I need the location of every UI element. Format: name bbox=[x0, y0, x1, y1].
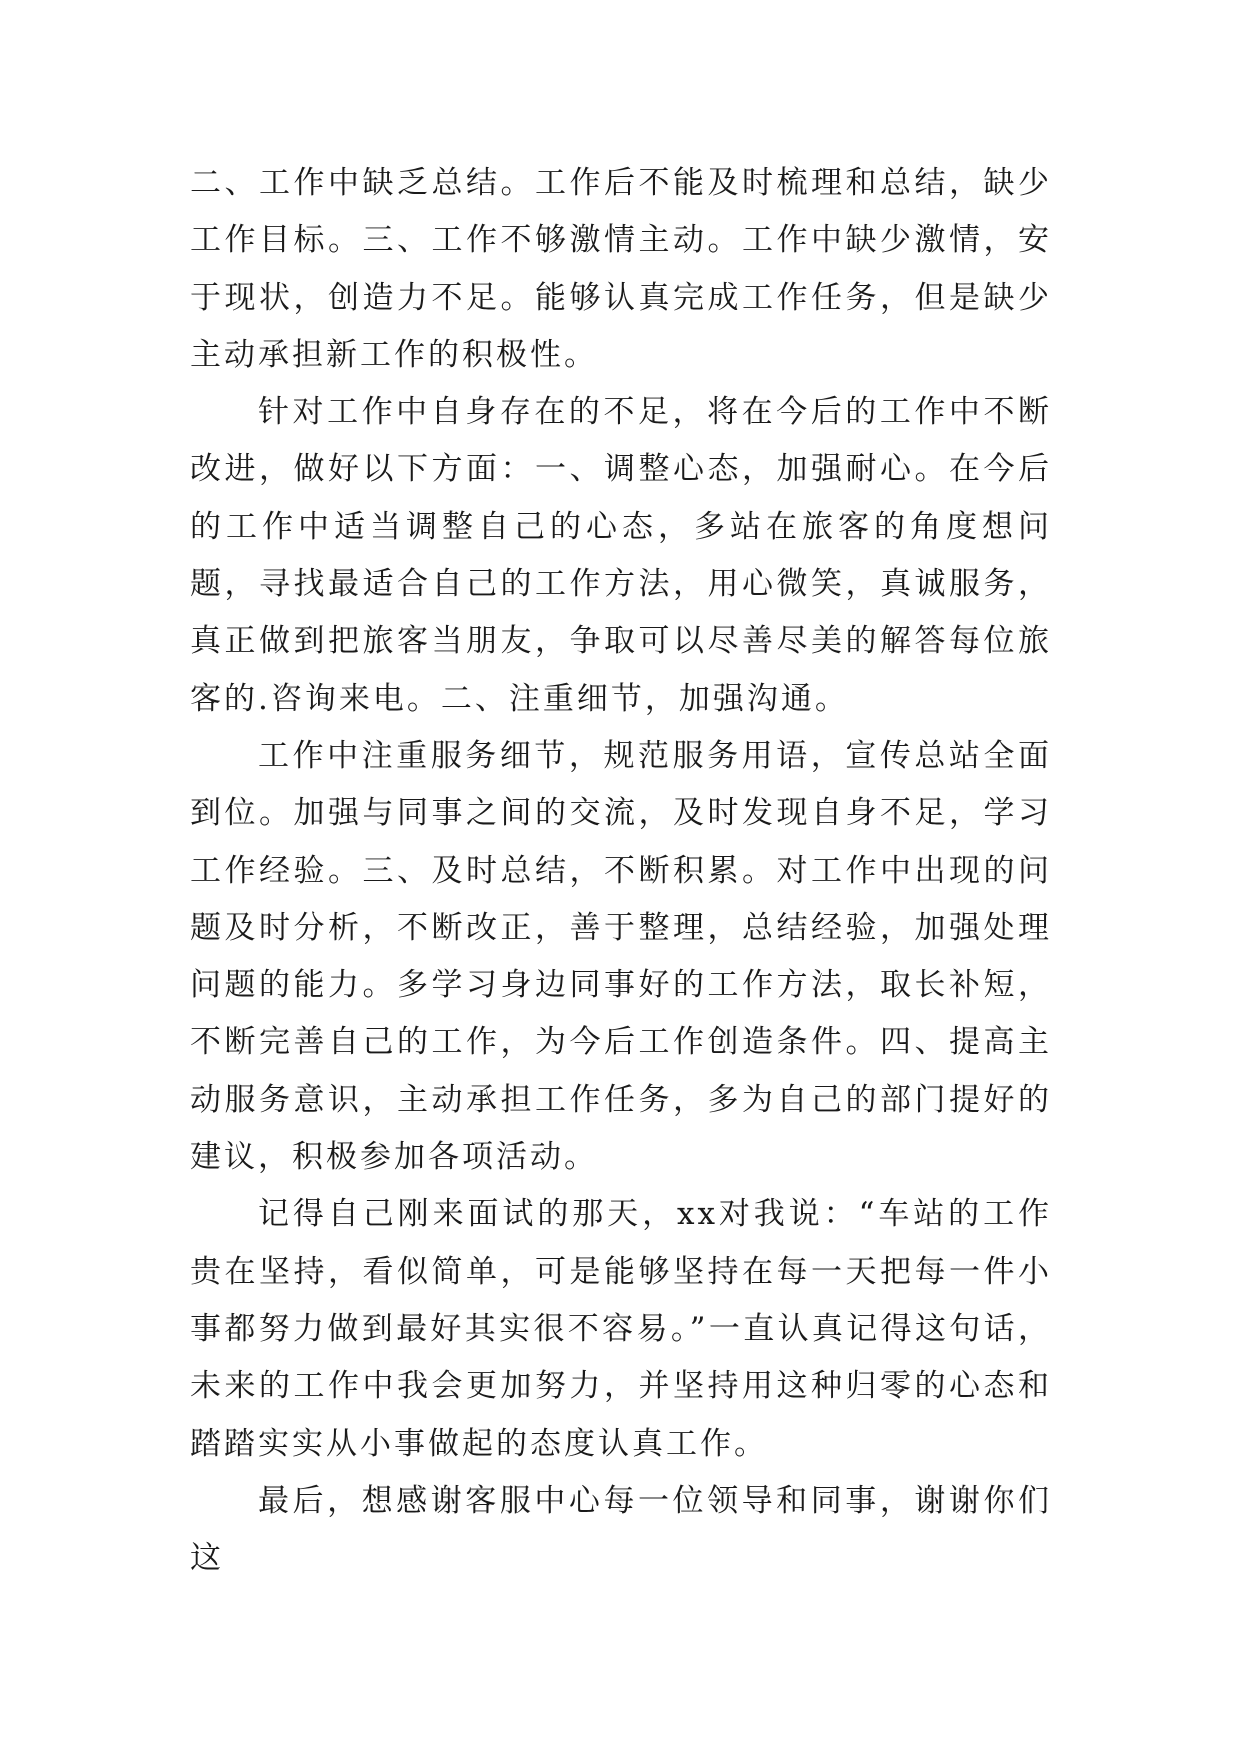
paragraph-3: 工作中注重服务细节，规范服务用语，宣传总站全面到位。加强与同事之间的交流，及时发现自身不足，学习工作经验。三、及时总结，不断积累。对工作中出现的问题及时分析，不断改正，善于整理，总结经验，加强处理问题的能力。多学习身边同事好的工作方法，取长补短，不断完善自己的工作，为今后工作创造条件。四、提高主动服务意识，主动承担工作任务，多为自己的部门提好的建议，积极参加各项活动。 bbox=[190, 737, 1052, 1176]
paragraph-4: 记得自己刚来面试的那天，xx对我说：“车站的工作贵在坚持，看似简单，可是能够坚持在每一天把每一件小事都努力做到最好其实很不容易。”一直认真记得这句话，未来的工作中我会更加努力，并坚持用这种归零的心态和踏踏实实从小事做起的态度认真工作。 bbox=[190, 1196, 1052, 1462]
paragraph-5: 最后，想感谢客服中心每一位领导和同事，谢谢你们这 bbox=[190, 1482, 1052, 1577]
document-body bbox=[190, 155, 1052, 1587]
paragraph-1: 二、工作中缺乏总结。工作后不能及时梳理和总结，缺少工作目标。三、工作不够激情主动。工作中缺少激情，安于现状，创造力不足。能够认真完成工作任务，但是缺少主动承担新工作的积极性。 bbox=[190, 165, 1052, 373]
paragraph-2: 针对工作中自身存在的不足，将在今后的工作中不断改进，做好以下方面：一、调整心态，加强耐心。在今后的工作中适当调整自己的心态，多站在旅客的角度想问题，寻找最适合自己的工作方法，用心微笑，真诚服务，真正做到把旅客当朋友，争取可以尽善尽美的解答每位旅客的.咨询来电。二、注重细节，加强沟通。 bbox=[190, 394, 1052, 717]
